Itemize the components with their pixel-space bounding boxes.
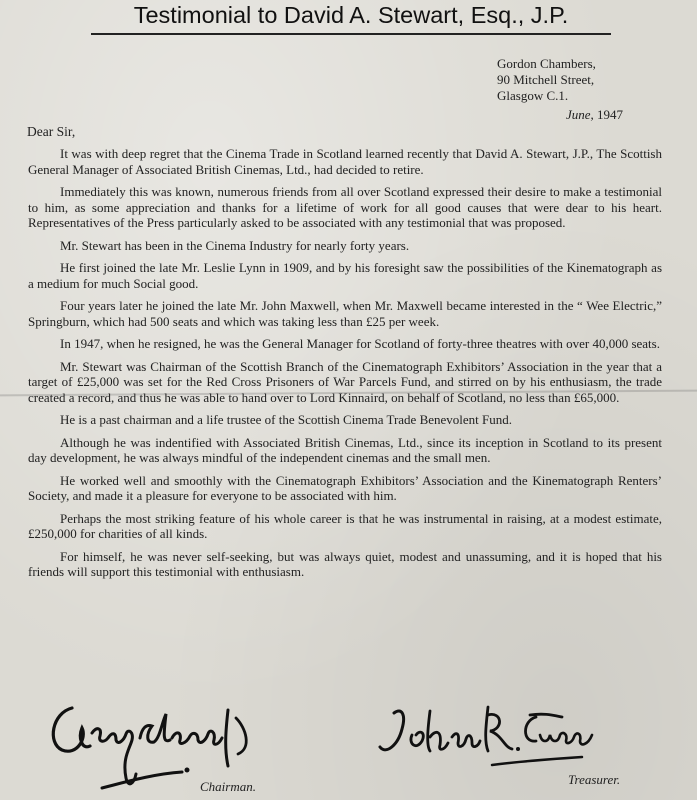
paragraph: Perhaps the most striking feature of his whole career is that he was instrumental in raising, at a modest estimate, £250,000 for charities of all kinds. — [28, 510, 662, 541]
paragraph: He is a past chairman and a life trustee of the Scottish Cinema Trade Benevolent Fund. — [60, 412, 513, 427]
salutation: Dear Sir, — [27, 124, 76, 139]
date-month: June, — [566, 107, 594, 122]
paragraph: Four years later he joined the late Mr. John Maxwell, when Mr. Maxwell became interested in the “ Wee Electric,” Springburn, which had 500 seats and which was taking less than £25 per week. — [28, 298, 662, 329]
letter-body — [28, 146, 662, 587]
paragraph: Mr. Stewart was Chairman of the Scottish Branch of the Cinematograph Exhibitors’ Association in the year that a target of £25,000 was set for the Red Cross Prisoners of War Parcels Fund, and stirred on by his enthusiasm, the trade created a record, and thus he was able to hand over to Lord Kinnaird, on behalf of Scotland, no less than £65,000. — [28, 358, 662, 405]
paragraph: In 1947, when he resigned, he was the General Manager for Scotland of forty-three theatres with over 40,000 seats. — [60, 336, 660, 351]
address-line-2: 90 Mitchell Street, — [497, 72, 595, 87]
paragraph: Mr. Stewart has been in the Cinema Industry for nearly forty years. — [60, 237, 410, 253]
address-line-1: Gordon Chambers, — [497, 56, 596, 71]
paragraph: It was with deep regret that the Cinema Trade in Scotland learned recently that David A. Stewart, J.P., The Scottish General Manager of Associated British Cinemas, Ltd., had decided to retire. — [28, 146, 662, 177]
date-year: 1947 — [597, 107, 624, 122]
letter-title: Testimonial to David A. Stewart, Esq., J.P. — [91, 0, 611, 35]
sender-address — [497, 56, 596, 104]
paragraph: He worked well and smoothly with the Cinematograph Exhibitors’ Association and the Kinematograph Renters’ Society, and made it a pleasure for everyone to be associated with him. — [28, 472, 662, 503]
address-line-3: Glasgow C.1. — [497, 88, 569, 103]
chairman-label: Chairman. — [200, 779, 256, 794]
treasurer-signature — [372, 695, 622, 775]
paragraph: For himself, he was never self-seeking, but was always quiet, modest and unassuming, and it is hoped that his friends will support this testimonial with enthusiasm. — [28, 548, 662, 579]
paragraph: Immediately this was known, numerous friends from all over Scotland expressed their desire to make a testimonial to him, as some appreciation and thanks for a lifetime of work for all good causes that were dear to his heart. Representatives of the Press particularly asked to be associated with any testimonial that was proposed. — [28, 184, 662, 230]
paragraph: He first joined the late Mr. Leslie Lynn in 1909, and by his foresight saw the possibilities of the Kinematograph as a medium for much Social good. — [28, 260, 662, 291]
paragraph: Although he was indentified with Associated British Cinemas, Ltd., since its inception in Scotland to its present day development, he was always mindful of the independent cinemas and the small men. — [28, 434, 662, 465]
treasurer-label: Treasurer. — [568, 772, 621, 787]
letter-date — [566, 107, 623, 123]
